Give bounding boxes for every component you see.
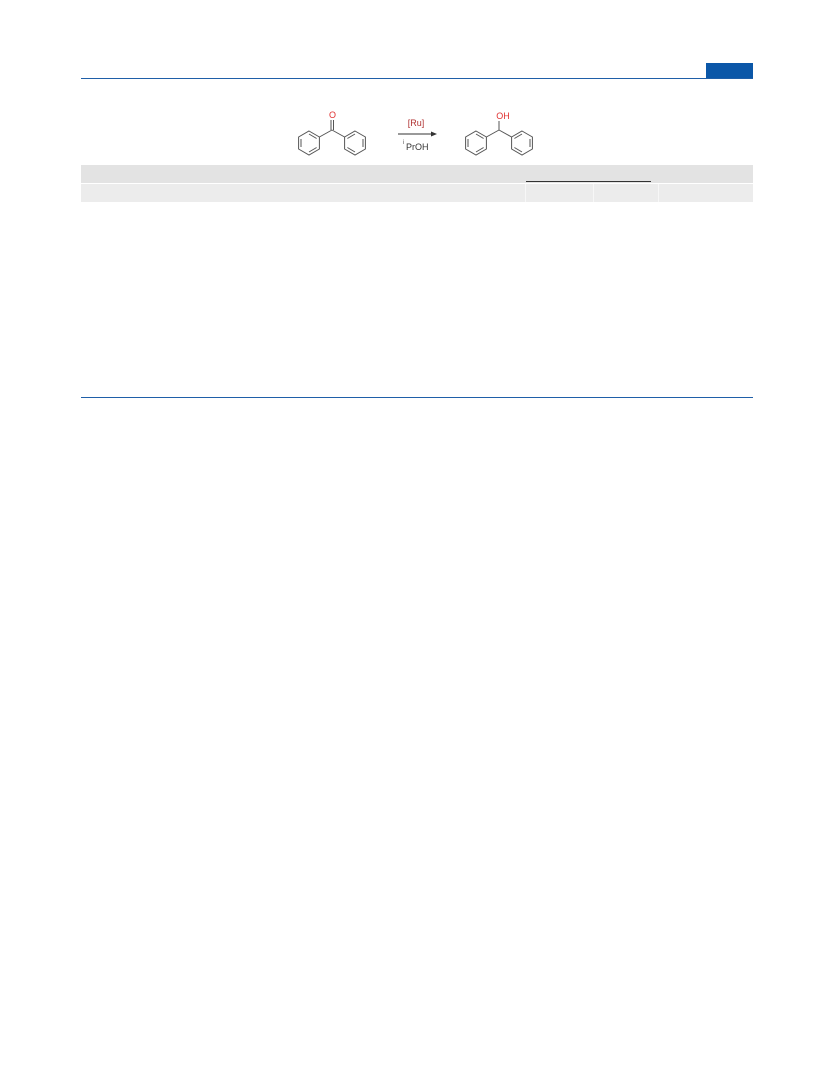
solvent-superscript: i <box>403 140 405 146</box>
column-separator <box>525 184 526 202</box>
benzhydrol-structure <box>466 121 533 155</box>
header-rule <box>81 78 753 79</box>
data-table <box>81 165 753 202</box>
column-separator <box>658 184 659 202</box>
page-number-tab <box>706 63 753 78</box>
table-header-row-1 <box>81 165 753 183</box>
column-group-rule <box>526 181 651 182</box>
alcohol-hydroxyl-label: OH <box>496 111 510 121</box>
reaction-arrowhead <box>431 132 437 137</box>
ketone-oxygen-label: O <box>328 110 337 120</box>
catalyst-label: [Ru] <box>407 118 425 128</box>
column-separator <box>593 184 594 202</box>
benzophenone-structure <box>299 120 366 155</box>
reaction-scheme-drawing <box>292 108 542 163</box>
solvent-label: PrOH <box>406 142 429 152</box>
table-bottom-rule <box>81 397 753 398</box>
table-header-row-2 <box>81 183 753 202</box>
reaction-scheme <box>292 108 542 163</box>
